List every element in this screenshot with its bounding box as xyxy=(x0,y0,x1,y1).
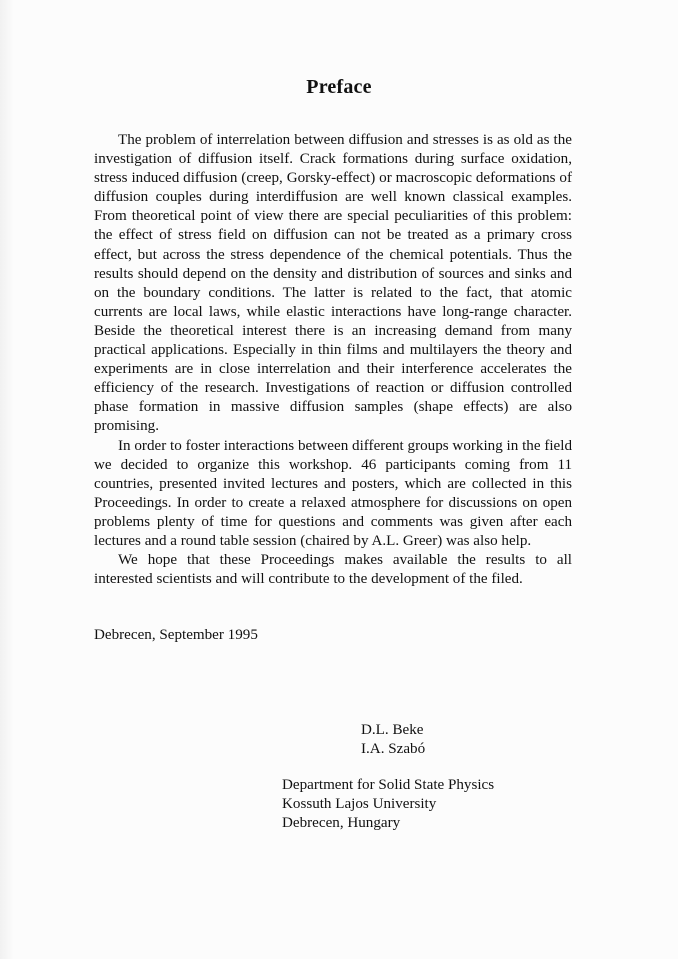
affiliation-city: Debrecen, Hungary xyxy=(282,815,401,831)
scan-shadow xyxy=(0,0,14,959)
affiliation-department: Department for Solid State Physics xyxy=(282,777,495,793)
paragraph-3: We hope that these Proceedings makes available the results to all interested scientists and will contribute to the development of the filed. xyxy=(94,552,572,588)
page-title: Preface xyxy=(306,76,372,98)
place-and-date: Debrecen, September 1995 xyxy=(94,627,258,643)
affiliation-university: Kossuth Lajos University xyxy=(282,796,437,812)
paragraph-2: In order to foster interactions between different groups working in the field we decided to organize this workshop. 46 participants coming from 11 countries, presented invited lectures and posters, which are collected in this Proceedings. In order to create a relaxed atmosphere for discussions on open problems plenty of time for questions and comments was given after each lectures and a round table session (chaired by A.L. Greer) was also help. xyxy=(94,437,572,549)
preface-body xyxy=(94,131,572,589)
paragraph-1: The problem of interrelation between diffusion and stresses is as old as the investigation of diffusion itself. Crack formations during surface oxidation, stress induced diffusion (creep, Gorsky-effect) or macroscopic deformations of diffusion couples during interdiffusion are well known classical examples. From theoretical point of view there are special peculiarities of this problem: the effect of stress field on diffusion can not be treated as a primary cross effect, but across the stress dependence of the chemical potentials. Thus the results should depend on the density and distribution of sources and sinks and on the boundary conditions. The latter is related to the fact, that atomic currents are local laws, while elastic interactions have long-range character. Beside the theoretical interest there is an increasing demand from many practical applications. Especially in thin films and multilayers the theory and experiments are in close interrelation and their interference accelerates the efficiency of the research. Investigations of reaction or diffusion controlled phase formation in massive diffusion samples (shape effects) are also promising. xyxy=(94,132,572,435)
affiliation-block xyxy=(282,776,494,833)
authors-block xyxy=(361,721,425,759)
author-name: D.L. Beke xyxy=(361,722,424,738)
author-name: I.A. Szabó xyxy=(361,741,426,757)
